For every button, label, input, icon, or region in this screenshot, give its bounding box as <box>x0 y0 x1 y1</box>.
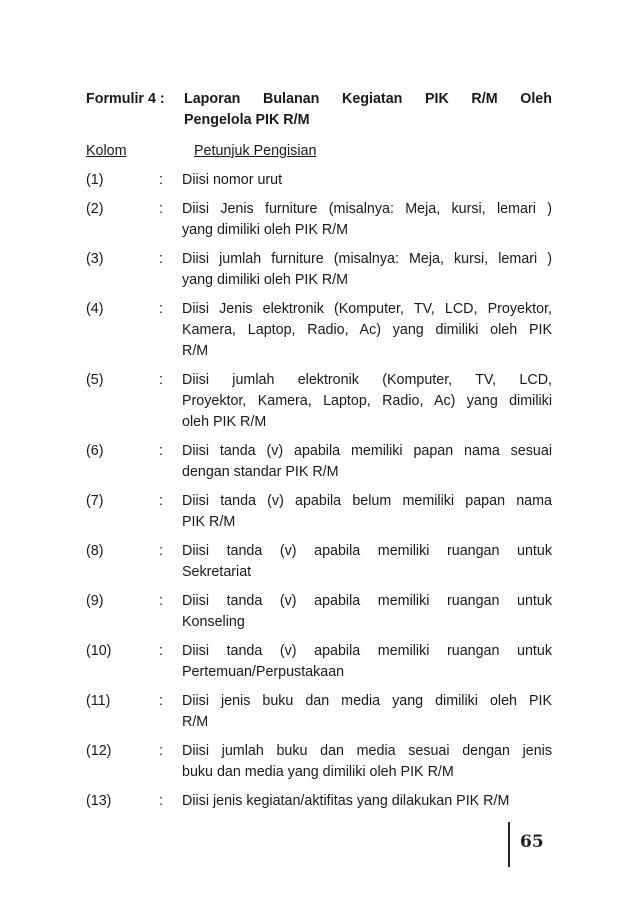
row-description <box>182 791 552 812</box>
description-line: Pertemuan/Perpustakaan <box>182 664 345 680</box>
description-line: Diisi tanda (v) apabila memiliki ruangan untuk <box>182 643 552 659</box>
description-line: Proyektor, Kamera, Laptop, Radio, Ac) yang dimiliki <box>182 393 552 409</box>
instruction-row <box>86 491 552 533</box>
header-petunjuk: Petunjuk Pengisian <box>194 143 317 159</box>
description-line: Diisi Jenis elektronik (Komputer, TV, LCD, Proyektor, <box>182 301 552 317</box>
description-line: R/M <box>182 714 209 730</box>
description-line: Konseling <box>182 614 245 630</box>
row-description <box>182 170 552 191</box>
row-colon: : <box>159 743 163 759</box>
description-line: Diisi nomor urut <box>182 172 283 188</box>
row-colon: : <box>159 693 163 709</box>
row-number: (13) <box>86 793 112 809</box>
row-colon: : <box>159 543 163 559</box>
row-number: (2) <box>86 201 104 217</box>
form-title-line-2: Pengelola PIK R/M <box>184 112 310 128</box>
description-line: Diisi tanda (v) apabila memiliki ruangan untuk <box>182 593 552 609</box>
instruction-row <box>86 441 552 483</box>
row-description <box>182 491 552 533</box>
instruction-list <box>86 170 552 812</box>
description-line: buku dan media yang dimiliki oleh PIK R/M <box>182 764 454 780</box>
page-number: 65 <box>520 832 544 852</box>
row-colon: : <box>159 793 163 809</box>
row-description <box>182 591 552 633</box>
row-colon: : <box>159 172 163 188</box>
instruction-row <box>86 691 552 733</box>
row-colon: : <box>159 251 163 267</box>
description-line: Kamera, Laptop, Radio, Ac) yang dimiliki oleh PIK <box>182 322 552 338</box>
row-description <box>182 691 552 733</box>
description-line: Diisi tanda (v) apabila memiliki papan nama sesuai <box>182 443 552 459</box>
instruction-row <box>86 370 552 433</box>
instruction-row <box>86 249 552 291</box>
row-description <box>182 641 552 683</box>
row-description <box>182 299 552 362</box>
row-description <box>182 249 552 291</box>
description-line: Diisi jenis kegiatan/aktifitas yang dilakukan PIK R/M <box>182 793 510 809</box>
row-colon: : <box>159 643 163 659</box>
description-line: dengan standar PIK R/M <box>182 464 339 480</box>
description-line: Diisi jenis buku dan media yang dimiliki oleh PIK <box>182 693 552 709</box>
row-number: (10) <box>86 643 112 659</box>
row-colon: : <box>159 201 163 217</box>
row-colon: : <box>159 372 163 388</box>
form-label: Formulir 4 : <box>86 91 165 107</box>
description-line: Diisi jumlah furniture (misalnya: Meja, kursi, lemari ) <box>182 251 552 267</box>
table-header <box>86 141 552 162</box>
description-line: Diisi jumlah elektronik (Komputer, TV, LCD, <box>182 372 552 388</box>
description-line: yang dimiliki oleh PIK R/M <box>182 272 349 288</box>
description-line: Diisi Jenis furniture (misalnya: Meja, kursi, lemari ) <box>182 201 552 217</box>
instruction-row <box>86 791 552 812</box>
row-number: (5) <box>86 372 104 388</box>
row-number: (12) <box>86 743 112 759</box>
instruction-row <box>86 641 552 683</box>
row-number: (9) <box>86 593 104 609</box>
description-line: Diisi tanda (v) apabila memiliki ruangan untuk <box>182 543 552 559</box>
description-line: Diisi jumlah buku dan media sesuai dengan jenis <box>182 743 552 759</box>
row-number: (1) <box>86 172 104 188</box>
row-number: (3) <box>86 251 104 267</box>
form-title <box>184 89 552 131</box>
row-colon: : <box>159 301 163 317</box>
header-kolom: Kolom <box>86 143 127 159</box>
description-line: oleh PIK R/M <box>182 414 267 430</box>
row-number: (4) <box>86 301 104 317</box>
row-number: (6) <box>86 443 104 459</box>
row-description <box>182 199 552 241</box>
description-line: Diisi tanda (v) apabila belum memiliki papan nama <box>182 493 552 509</box>
description-line: yang dimiliki oleh PIK R/M <box>182 222 349 238</box>
instruction-row <box>86 299 552 362</box>
row-colon: : <box>159 593 163 609</box>
row-description <box>182 441 552 483</box>
description-line: Sekretariat <box>182 564 252 580</box>
page-number-divider <box>508 822 510 867</box>
row-colon: : <box>159 443 163 459</box>
instruction-row <box>86 591 552 633</box>
row-number: (7) <box>86 493 104 509</box>
row-description <box>182 741 552 783</box>
row-description <box>182 541 552 583</box>
description-line: PIK R/M <box>182 514 236 530</box>
row-number: (11) <box>86 693 111 709</box>
instruction-row <box>86 541 552 583</box>
row-colon: : <box>159 493 163 509</box>
form-title-line-1: Laporan Bulanan Kegiatan PIK R/M Oleh <box>184 91 552 107</box>
instruction-row <box>86 741 552 783</box>
instruction-row <box>86 170 552 191</box>
instruction-row <box>86 199 552 241</box>
description-line: R/M <box>182 343 209 359</box>
row-number: (8) <box>86 543 104 559</box>
form-title-row <box>86 89 552 131</box>
row-description <box>182 370 552 433</box>
